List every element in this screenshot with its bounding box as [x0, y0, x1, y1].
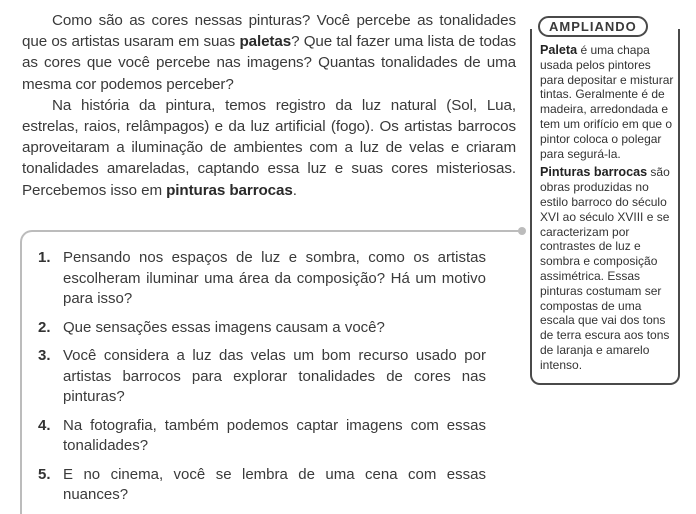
paragraph-2-text-a: Na história da pintura, temos registro da luz natural (Sol, Lua, estrelas, raios, relâmpagos) e da luz artificial (fogo). Os artistas barrocos aproveitaram a iluminação de ambientes com a luz de velas e criaram tonalidades amareladas, captando essa luz e suas cores misteriosas. Percebemos isso em	[22, 96, 516, 199]
definition-term: Pinturas barrocas	[540, 165, 648, 180]
paragraph-2-text-c: .	[292, 181, 297, 199]
question-item	[38, 318, 486, 339]
main-text	[22, 10, 516, 201]
question-item	[38, 248, 486, 310]
question-number: 4.	[38, 416, 51, 434]
frame-dot	[518, 227, 526, 235]
term-paletas: paletas	[239, 33, 292, 51]
definition-pinturas-barrocas	[540, 165, 674, 372]
definition-paleta	[540, 43, 674, 161]
question-text: Que sensações essas imagens causam a você?	[63, 318, 385, 336]
paragraph-1	[22, 10, 516, 95]
question-number: 2.	[38, 318, 51, 336]
question-text: Você considera a luz das velas um bom recurso usado por artistas barrocos para explorar tonalidades de cores nas pinturas?	[63, 347, 486, 405]
question-text: Pensando nos espaços de luz e sombra, como os artistas escolheram iluminar uma área da composição? Há um motivo para isso?	[63, 249, 486, 307]
question-text: E no cinema, você se lembra de uma cena com essas nuances?	[63, 465, 486, 503]
ampliando-badge: AMPLIANDO	[538, 16, 648, 37]
term-pinturas-barrocas: pinturas barrocas	[166, 181, 293, 199]
definition-text: é uma chapa usada pelos pintores para depositar e misturar tintas. Geralmente é de madeira, arredondada e tem um orifício em que o pintor coloca o polegar para segurá-la.	[540, 43, 674, 161]
question-item	[38, 346, 486, 408]
paragraph-1-text-a: Como são as cores nessas pinturas? Você percebe as tonalidades que os artistas usaram em suas	[22, 12, 516, 51]
question-text: Na fotografia, também podemos captar imagens com essas tonalidades?	[63, 416, 486, 454]
question-list	[38, 248, 486, 514]
definition-text: são obras produzidas no estilo barroco do século XVI ao século XVIII e se caracterizam por contrastes de luz e sombra e composição assimétrica. Essas pinturas costumam ser compostas de uma escala que vai dos tons de terra escura aos tons de laranja e amarelo intenso.	[540, 165, 670, 372]
question-number: 1.	[38, 249, 51, 266]
sidebar-ampliando	[530, 16, 680, 385]
definition-term: Paleta	[540, 43, 578, 57]
question-number: 3.	[38, 347, 51, 364]
sidebar-body	[530, 29, 680, 385]
paragraph-1-text-c: ? Que tal fazer uma lista de todas as cores que você percebe nas imagens? Quantas tonalidades de uma mesma cor podemos perceber?	[22, 33, 516, 93]
question-item	[38, 416, 486, 457]
paragraph-2	[22, 95, 516, 201]
question-number: 5.	[38, 465, 51, 483]
question-item	[38, 465, 486, 506]
